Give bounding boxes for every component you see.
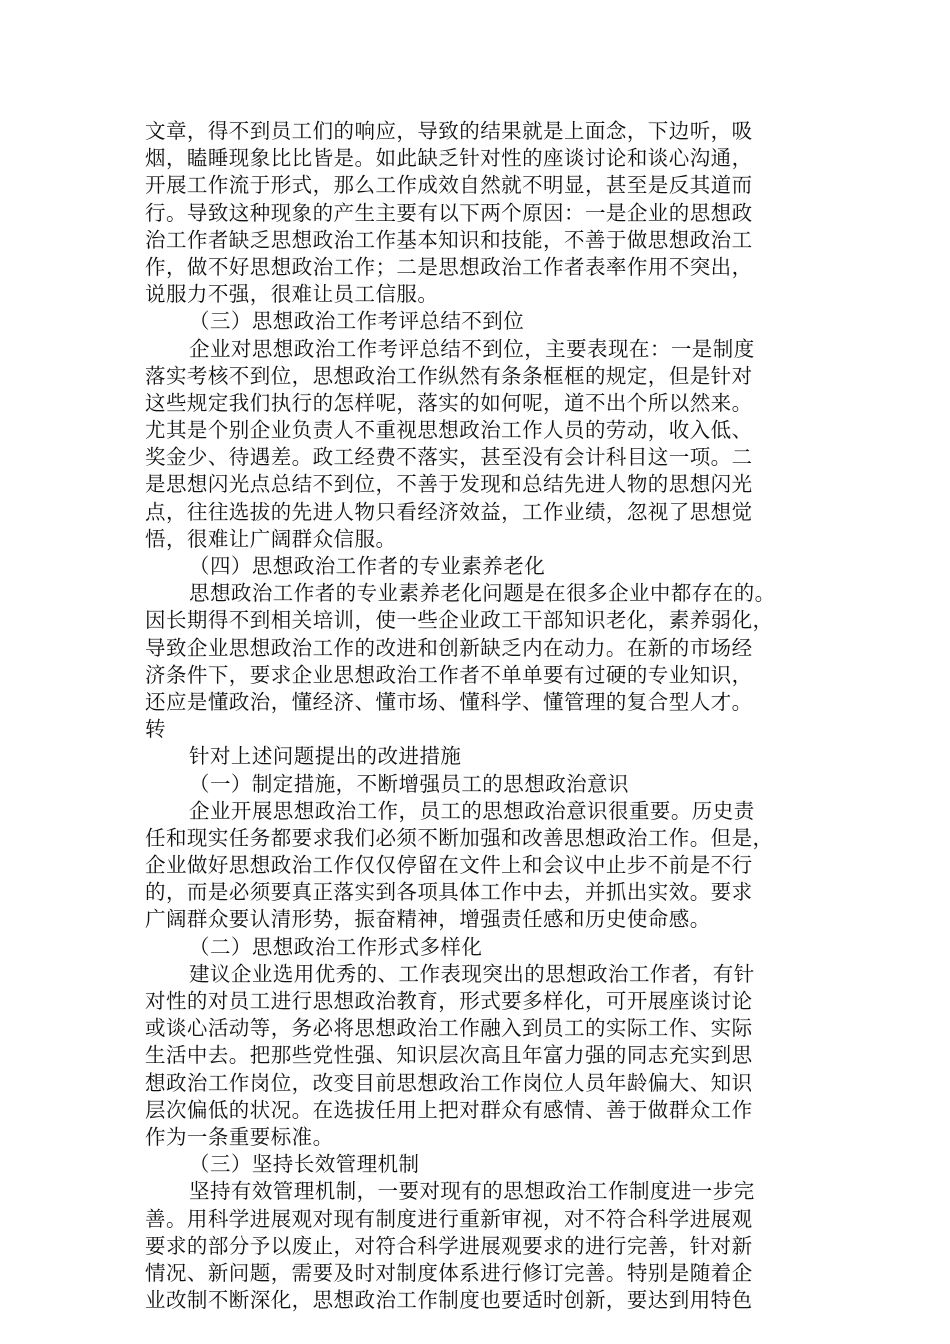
text-line: 情况、新问题，需要及时对制度体系进行修订完善。特别是随着企 bbox=[145, 1260, 753, 1285]
text-line: 或谈心活动等，务必将思想政治工作融入到员工的实际工作、实际 bbox=[145, 1016, 753, 1041]
text-line: 想政治工作岗位，改变目前思想政治工作岗位人员年龄偏大、知识 bbox=[145, 1070, 753, 1095]
text-line: 任和现实任务都要求我们必须不断加强和改善思想政治工作。但是， bbox=[145, 825, 774, 850]
text-line: 要求的部分予以废止，对符合科学进展观要求的进行完善，针对新 bbox=[145, 1233, 753, 1258]
text-line: 行。导致这种现象的产生主要有以下两个原因：一是企业的思想政 bbox=[145, 200, 753, 225]
section-heading: （三）思想政治工作考评总结不到位 bbox=[189, 309, 525, 334]
text-line: 善。用科学进展观对现有制度进行重新审视，对不符合科学进展观 bbox=[145, 1206, 753, 1231]
text-line: 治工作者缺乏思想政治工作基本知识和技能，不善于做思想政治工 bbox=[145, 227, 753, 252]
text-line: 济条件下，要求企业思想政治工作者不单单要有过硬的专业知识， bbox=[145, 662, 753, 687]
text-line: 是思想闪光点总结不到位，不善于发现和总结先进人物的思想闪光 bbox=[145, 472, 753, 497]
text-line: 这些规定我们执行的怎样呢，落实的如何呢，道不出个所以然来。 bbox=[145, 390, 753, 415]
paragraph-first-line: 建议企业选用优秀的、工作表现突出的思想政治工作者，有针 bbox=[189, 961, 755, 986]
text-line: 落实考核不到位，思想政治工作纵然有条条框框的规定，但是针对 bbox=[145, 363, 753, 388]
paragraph-first-line: 企业开展思想政治工作，员工的思想政治意识很重要。历史责 bbox=[189, 798, 755, 823]
paragraph-first-line: 坚持有效管理机制，一要对现有的思想政治工作制度进一步完 bbox=[189, 1179, 755, 1204]
text-line: 悟，很难让广阔群众信服。 bbox=[145, 526, 397, 551]
text-line: 的，而是必须要真正落实到各项具体工作中去，并抓出实效。要求 bbox=[145, 880, 753, 905]
section-heading: （二）思想政治工作形式多样化 bbox=[189, 934, 483, 959]
paragraph-first-line: 企业对思想政治工作考评总结不到位，主要表现在：一是制度 bbox=[189, 336, 755, 361]
text-line: 开展工作流于形式，那么工作成效自然就不明显，甚至是反其道而 bbox=[145, 173, 753, 198]
text-line: 层次偏低的状况。在选拔任用上把对群众有感情、善于做群众工作 bbox=[145, 1097, 753, 1122]
text-line: 生活中去。把那些党性强、知识层次高且年富力强的同志充实到思 bbox=[145, 1043, 753, 1068]
text-line: 作为一条重要标准。 bbox=[145, 1124, 334, 1149]
text-line: 奖金少、待遇差。政工经费不落实，甚至没有会计科目这一项。二 bbox=[145, 445, 753, 470]
text-line: 企业做好思想政治工作仅仅停留在文件上和会议中止步不前是不行 bbox=[145, 853, 753, 878]
section-heading: 针对上述问题提出的改进措施 bbox=[189, 744, 462, 769]
section-heading: （一）制定措施，不断增强员工的思想政治意识 bbox=[189, 771, 629, 796]
text-line: 业改制不断深化，思想政治工作制度也要适时创新，要达到用特色 bbox=[145, 1288, 753, 1313]
text-line: 说服力不强，很难让员工信服。 bbox=[145, 282, 439, 307]
text-line: 作，做不好思想政治工作；二是思想政治工作者表率作用不突出， bbox=[145, 254, 753, 279]
text-line: 还应是懂政治，懂经济、懂市场、懂科学、懂管理的复合型人才。 bbox=[145, 689, 753, 714]
text-line: 文章，得不到员工们的响应，导致的结果就是上面念，下边听，吸 bbox=[145, 119, 753, 143]
text-line: 烟，瞌睡现象比比皆是。如此缺乏针对性的座谈讨论和谈心沟通， bbox=[145, 146, 753, 171]
text-line: 点，往往选拔的先进人物只看经济效益，工作业绩，忽视了思想觉 bbox=[145, 499, 753, 524]
text-line: 导致企业思想政治工作的改进和创新缺乏内在动力。在新的市场经 bbox=[145, 635, 753, 660]
text-line: 尤其是个别企业负责人不重视思想政治工作人员的劳动，收入低、 bbox=[145, 418, 753, 443]
text-line: 因长期得不到相关培训，使一些企业政工干部知识老化，素养弱化， bbox=[145, 608, 774, 633]
paragraph-first-line: 思想政治工作者的专业素养老化问题是在很多企业中都存在的。 bbox=[189, 581, 776, 606]
text-line: 广阔群众要认清形势，振奋精神，增强责任感和历史使命感。 bbox=[145, 907, 711, 932]
section-heading: （四）思想政治工作者的专业素养老化 bbox=[189, 554, 546, 578]
text-line: 对性的对员工进行思想政治教育，形式要多样化，可开展座谈讨论 bbox=[145, 989, 753, 1013]
text-line: 转 bbox=[145, 717, 166, 742]
section-heading: （三）坚持长效管理机制 bbox=[189, 1152, 420, 1177]
document-page bbox=[145, 118, 805, 1314]
